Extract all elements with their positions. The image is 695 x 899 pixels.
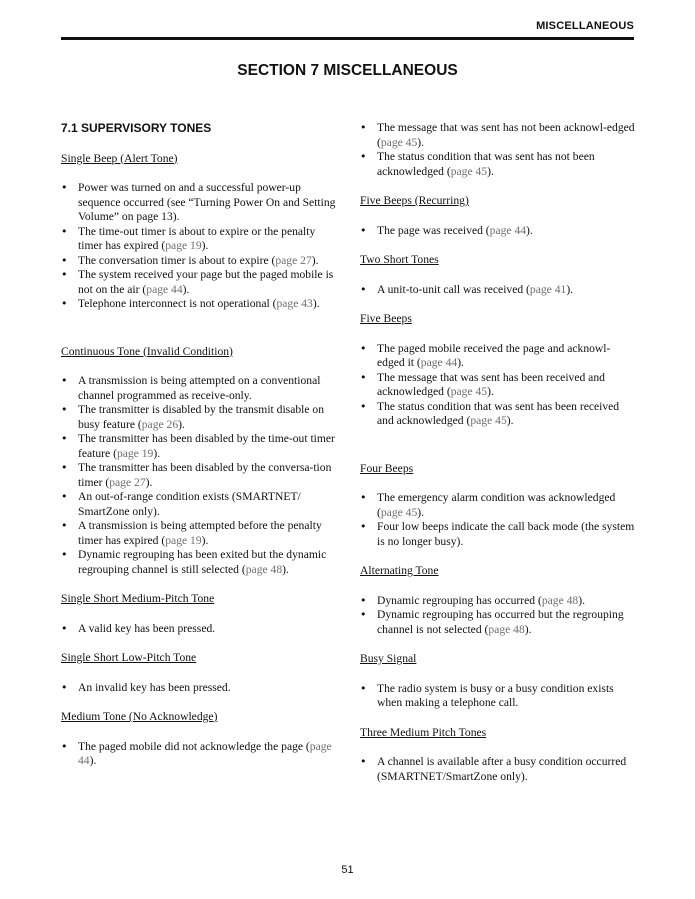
header-rule (61, 37, 634, 40)
bullet-text-end: ). (417, 505, 425, 519)
bullet-item (360, 682, 636, 711)
page-reference-link[interactable]: page 45 (450, 164, 488, 178)
bullet-list-three-medium (360, 755, 636, 784)
bullet-item (360, 608, 636, 637)
bullet-text-end: ). (526, 223, 533, 237)
bullet-item (61, 181, 337, 225)
bullet-text-end: ). (566, 282, 574, 296)
bullet-text: Four low beeps indicate the call back mode (the system is no longer busy). (377, 520, 635, 548)
bullet-text-end: ). (182, 282, 190, 296)
bullet-text: The status condition that was sent has not been acknowledged ( (377, 150, 595, 178)
bullet-text-end: ). (524, 622, 532, 636)
bullet-text: Dynamic regrouping has occurred but the regrouping channel is not selected ( (377, 608, 624, 636)
group-heading-two-short-tones: Two Short Tones (360, 253, 439, 266)
bullet-item (61, 519, 337, 548)
bullet-text-end: ). (487, 385, 494, 398)
group-heading-medium-tone: Medium Tone (No Acknowledge) (61, 710, 218, 723)
page-reference-link[interactable]: page 44 (420, 356, 458, 369)
bullet-item (360, 224, 636, 239)
bullet-text: The system received your page but the paged mobile is not on the air ( (78, 268, 334, 296)
page-reference-link[interactable]: page 19 (165, 533, 202, 547)
group-heading-busy-signal: Busy Signal (360, 652, 417, 665)
bullet-text-end: ). (282, 562, 289, 576)
running-header: MISCELLANEOUS (536, 20, 634, 32)
right-column (360, 121, 636, 784)
page-reference-link[interactable]: page 19 (165, 239, 202, 252)
page-reference-link[interactable]: page 45 (380, 505, 418, 519)
bullet-text: The paged mobile did not acknowledge the page ( (78, 739, 310, 753)
page-reference-link[interactable]: page 44 (489, 223, 527, 237)
bullet-text: A transmission is being attempted on a conventional channel programmed as receive-only. (78, 374, 321, 402)
bullet-text: Telephone interconnect is not operational ( (78, 297, 277, 310)
bullet-text-end: ). (311, 253, 319, 267)
group-heading-continuous-tone: Continuous Tone (Invalid Condition) (61, 344, 233, 358)
subsection-heading: 7.1 SUPERVISORY TONES (61, 121, 212, 135)
bullet-text: The transmitter has been disabled by the conversa-tion timer ( (78, 461, 332, 489)
bullet-text-end: ). (506, 414, 514, 427)
bullet-text-end: ). (417, 135, 425, 149)
page-reference-link[interactable]: page 19 (116, 446, 154, 460)
bullet-item (360, 594, 636, 609)
page-reference-link[interactable]: page 44 (78, 739, 332, 767)
group-heading-alternating-tone: Alternating Tone (360, 564, 439, 577)
bullet-text: The message that was sent has been received and acknowledged ( (377, 370, 605, 398)
page-reference-link[interactable]: page 43 (276, 297, 313, 310)
bullet-text: The radio system is busy or a busy condition exists when making a telephone call. (377, 681, 614, 709)
bullet-text: An invalid key has been pressed. (78, 680, 231, 694)
section-title: SECTION 7 MISCELLANEOUS (237, 62, 458, 79)
bullet-item (61, 374, 337, 403)
bullet-list-medium-tone (61, 740, 337, 769)
bullet-text: The message that was sent has not been acknowl-edged ( (377, 121, 635, 149)
bullet-text: The transmitter has been disabled by the time-out timer feature ( (78, 432, 335, 460)
page-reference-link[interactable]: page 48 (245, 562, 283, 576)
bullet-text-end: ). (89, 754, 97, 767)
group-heading-single-short-medium: Single Short Medium-Pitch Tone (61, 592, 215, 605)
bullet-item (61, 403, 337, 432)
bullet-item (61, 681, 337, 696)
bullet-text: A transmission is being attempted before the penalty timer has expired ( (78, 519, 322, 547)
left-column (61, 121, 337, 769)
bullet-text: The transmitter is disabled by the transmit disable on busy feature ( (78, 403, 324, 431)
bullet-item (360, 121, 636, 150)
bullet-text: Power was turned on and a successful power-up sequence occurred (see “Turning Power On and Setting Volume” on page 13). (78, 181, 336, 223)
bullet-list-busy-signal (360, 682, 636, 711)
bullet-item (360, 342, 636, 371)
bullet-item (61, 432, 337, 461)
bullet-text-end: ). (178, 417, 185, 431)
bullet-item (360, 283, 636, 298)
page-reference-link[interactable]: page 45 (470, 414, 507, 427)
group-heading-four-beeps: Four Beeps (360, 461, 414, 475)
bullet-item (61, 297, 337, 312)
bullet-text: The emergency alarm condition was acknowledged ( (377, 491, 616, 519)
bullet-text: The status condition that was sent has been received and acknowledged ( (377, 399, 620, 427)
page-reference-link[interactable]: page 27 (275, 253, 312, 267)
bullet-list-five-beeps-recurring (360, 224, 636, 239)
bullet-text: A unit-to-unit call was received ( (377, 282, 530, 296)
bullet-text: The page was received ( (377, 223, 490, 237)
bullet-text-end: ). (312, 297, 320, 310)
bullet-text: The paged mobile received the page and acknowl-edged it ( (377, 341, 611, 369)
bullet-list-alternating-tone (360, 594, 636, 638)
bullet-item (61, 548, 337, 577)
page-reference-link[interactable]: page 41 (529, 282, 567, 296)
bullet-text-end: ). (487, 164, 494, 178)
page-reference-link[interactable]: page 44 (146, 282, 183, 296)
bullet-list-two-short-tones (360, 283, 636, 298)
bullet-text: A channel is available after a busy condition occurred (SMARTNET/SmartZone only). (377, 755, 627, 783)
bullet-item (61, 740, 337, 769)
group-heading-three-medium: Three Medium Pitch Tones (360, 725, 487, 739)
page-reference-link[interactable]: page 27 (109, 475, 146, 489)
bullet-item (360, 491, 636, 520)
bullet-list-single-beep (61, 181, 337, 312)
bullet-text: The conversation timer is about to expire ( (78, 253, 276, 267)
bullet-text-end: ). (201, 533, 209, 547)
bullet-item (61, 622, 337, 637)
bullet-text-end: ). (201, 239, 209, 252)
bullet-text-end: ). (457, 356, 464, 369)
bullet-item (61, 225, 337, 254)
page-reference-link[interactable]: page 45 (380, 135, 418, 149)
bullet-text: The time-out timer is about to expire or the penalty timer has expired ( (78, 224, 316, 252)
group-heading-five-beeps: Five Beeps (360, 312, 412, 325)
bullet-item (61, 268, 337, 297)
bullet-item (360, 400, 636, 429)
bullet-item (360, 150, 636, 179)
bullet-list-single-short-medium (61, 622, 337, 637)
bullet-text: Dynamic regrouping has been exited but the dynamic regrouping channel is still selected ( (78, 548, 327, 576)
bullet-list-continuous-tone (61, 374, 337, 577)
bullet-list-four-beeps (360, 491, 636, 549)
bullet-text-end: ). (145, 475, 153, 489)
bullet-item (360, 520, 636, 549)
bullet-list-single-short-low (61, 681, 337, 696)
group-heading-single-short-low: Single Short Low-Pitch Tone (61, 651, 197, 664)
bullet-item (61, 254, 337, 269)
bullet-item (360, 371, 636, 400)
bullet-text: Dynamic regrouping has occurred ( (377, 593, 542, 607)
page-reference-link[interactable]: page 26 (141, 417, 179, 431)
group-heading-single-beep: Single Beep (Alert Tone) (61, 151, 178, 165)
page-number: 51 (341, 864, 354, 876)
bullet-list-five-beeps (360, 342, 636, 429)
page-reference-link[interactable]: page 48 (488, 622, 525, 636)
bullet-item (61, 490, 337, 519)
page-reference-link[interactable]: page 45 (450, 385, 488, 398)
bullet-text: A valid key has been pressed. (78, 621, 216, 635)
page-reference-link[interactable]: page 48 (541, 593, 579, 607)
bullet-text: An out-of-range condition exists (SMARTNET/ SmartZone only). (78, 490, 301, 518)
bullet-item (360, 755, 636, 784)
bullet-text-end: ). (578, 593, 585, 607)
group-heading-five-beeps-recurring: Five Beeps (Recurring) (360, 194, 469, 207)
bullet-text-end: ). (153, 446, 161, 460)
bullet-list-medium-tone-cont (360, 121, 636, 179)
bullet-item (61, 461, 337, 490)
